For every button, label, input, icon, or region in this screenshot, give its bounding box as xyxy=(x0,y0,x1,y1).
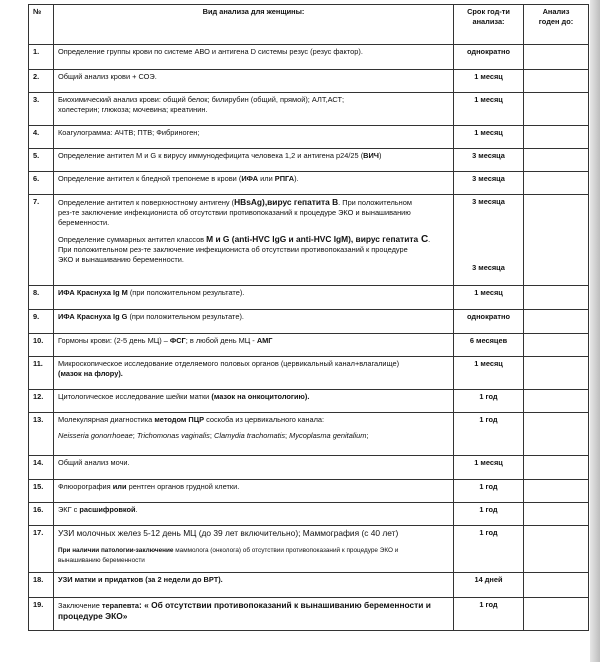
table-row xyxy=(29,286,589,310)
row-text-bold: M и G (anti-HVC IgG и anti-HVC IgM), вирус гепатита xyxy=(206,234,419,244)
row-term: 1 год xyxy=(454,390,524,413)
row-text: Флюорография xyxy=(58,482,113,491)
row-analysis xyxy=(54,149,454,172)
row-num: 11. xyxy=(29,357,54,390)
table-row xyxy=(29,503,589,526)
row-valid-until[interactable] xyxy=(524,598,589,631)
row-text-bold: процедуре ЭКО» xyxy=(58,611,128,621)
row-term: 1 месяц xyxy=(454,93,524,126)
row-term: 3 месяца xyxy=(454,149,524,172)
row-text-bold: (мазок на онкоцитологию). xyxy=(211,392,310,401)
row-num: 6. xyxy=(29,172,54,195)
row-text: Общий анализ крови + СОЭ. xyxy=(58,72,157,81)
row-text: Молекулярная диагностика xyxy=(58,415,155,424)
row-analysis xyxy=(54,456,454,480)
table-header-row xyxy=(29,5,589,45)
table-row xyxy=(29,456,589,480)
row-text: ЭКГ с xyxy=(58,505,80,514)
table-row xyxy=(29,334,589,357)
row-valid-until[interactable] xyxy=(524,172,589,195)
row-valid-until[interactable] xyxy=(524,334,589,357)
row-text: ). xyxy=(294,174,299,183)
row-term: 1 год xyxy=(454,598,524,631)
row-num: 17. xyxy=(29,526,54,573)
row-text-bold: РПГА xyxy=(274,174,295,183)
row-text-bold: ИФА Краснуха Ig G xyxy=(58,312,128,321)
table-row xyxy=(29,149,589,172)
table-row xyxy=(29,195,589,286)
row-text-bold: или xyxy=(112,482,127,491)
header-valid-line2: годен до: xyxy=(538,17,574,26)
row-analysis xyxy=(54,172,454,195)
row-text: . При положительном xyxy=(338,198,412,207)
row-analysis xyxy=(54,70,454,93)
row-text: рез-те заключение инфекциониста об отсутствии противопоказаний к процедуре ЭКО и вынашиванию xyxy=(58,208,411,217)
row-text-line1: УЗИ молочных желез 5-12 день МЦ (до 39 лет включительно); Маммография (с 40 лет) xyxy=(58,528,399,538)
row-term: 1 месяц xyxy=(454,286,524,310)
row-text: ; в любой день МЦ - xyxy=(185,336,257,345)
row-num: 5. xyxy=(29,149,54,172)
table-row xyxy=(29,172,589,195)
row-analysis xyxy=(54,357,454,390)
table-row xyxy=(29,598,589,631)
row-valid-until[interactable] xyxy=(524,503,589,526)
row-text: Общий анализ мочи. xyxy=(58,458,130,467)
row-valid-until[interactable] xyxy=(524,195,589,286)
row-num: 9. xyxy=(29,310,54,334)
row-text-bold: методом ПЦР xyxy=(154,415,205,424)
table-row xyxy=(29,413,589,456)
row-valid-until[interactable] xyxy=(524,456,589,480)
row-valid-until[interactable] xyxy=(524,413,589,456)
row-text-bold: ИФА Краснуха Ig M xyxy=(58,288,128,297)
row-valid-until[interactable] xyxy=(524,286,589,310)
header-term xyxy=(454,5,524,45)
header-num: № xyxy=(29,5,54,45)
row-term: 1 месяц xyxy=(454,456,524,480)
row-term: 6 месяцев xyxy=(454,334,524,357)
row-text: или xyxy=(258,174,275,183)
header-valid-line1: Анализ xyxy=(542,7,570,16)
row-text: Определение группы крови по системе АВО и антигена D системы резус (резус фактор). xyxy=(58,47,363,56)
row-valid-until[interactable] xyxy=(524,357,589,390)
organism-name: Trichomonas vaginalis xyxy=(136,431,210,440)
table-row xyxy=(29,573,589,598)
row-text-bold: ИФА xyxy=(241,174,259,183)
organism-name: Mycoplasma genitalium xyxy=(289,431,367,440)
row-text: Определение антител М и G к вирусу иммунодефицита человека 1,2 и антигена p24/25 ( xyxy=(58,151,364,160)
row-text: При положительном рез-те заключение инфекциониста об отсутствии противопоказаний к процедуре xyxy=(58,245,408,254)
row-analysis xyxy=(54,126,454,149)
row-term: 1 год xyxy=(454,480,524,503)
row-text-bold: HBsAg),вирус гепатита В xyxy=(234,197,339,207)
row-analysis xyxy=(54,286,454,310)
row-text: (при положительном результате). xyxy=(127,312,244,321)
row-num: 10. xyxy=(29,334,54,357)
table-row xyxy=(29,126,589,149)
row-analysis xyxy=(54,93,454,126)
row-analysis xyxy=(54,598,454,631)
table-row xyxy=(29,93,589,126)
row-text-bold: расшифровкой xyxy=(79,505,136,514)
row-analysis xyxy=(54,526,454,573)
row-num: 13. xyxy=(29,413,54,456)
row-text: Гормоны крови: (2-5 день МЦ) – xyxy=(58,336,170,345)
row-text: . xyxy=(428,235,431,244)
row-text-bold: АМГ xyxy=(256,336,273,345)
row-valid-until[interactable] xyxy=(524,480,589,503)
row-num: 18. xyxy=(29,573,54,598)
row-num: 3. xyxy=(29,93,54,126)
row-valid-until[interactable] xyxy=(524,149,589,172)
row-num: 1. xyxy=(29,45,54,70)
organism-name: Clamydia trachomatis xyxy=(213,431,286,440)
row-valid-until[interactable] xyxy=(524,573,589,598)
row-num: 2. xyxy=(29,70,54,93)
row-term: 1 месяц xyxy=(454,70,524,93)
row-text: (при положительном результате). xyxy=(127,288,245,297)
row-text: Заключение xyxy=(58,601,102,610)
row-term: 1 год xyxy=(454,526,524,573)
row-text-line1: Биохимический анализ крови: общий белок; билирубин (общий, прямой); АЛТ,АСТ; xyxy=(58,95,345,104)
analyses-table xyxy=(28,4,589,631)
row-valid-until[interactable] xyxy=(524,126,589,149)
row-analysis xyxy=(54,503,454,526)
row-text: соскоба из цервикального канала: xyxy=(204,415,325,424)
row-analysis xyxy=(54,45,454,70)
row-analysis: Молекулярная диагностика методом ПЦР соскоба из цервикального канала: Neisseria gonorrhoeae; Trichomonas vaginalis; Clamydia trachomatis; Mycoplasma genitalium; xyxy=(54,413,454,456)
row-text: Определение антител к поверхностному антигену ( xyxy=(58,198,235,207)
row-term xyxy=(454,195,524,286)
table-row xyxy=(29,526,589,573)
row-term: 14 дней xyxy=(454,573,524,598)
row-num: 7. xyxy=(29,195,54,286)
row-num: 12. xyxy=(29,390,54,413)
row-valid-until[interactable] xyxy=(524,45,589,70)
table-row xyxy=(29,70,589,93)
row-term: 1 год xyxy=(454,413,524,456)
row-term: однократно xyxy=(454,310,524,334)
row-text: ЭКО и вынашиванию беременности. xyxy=(58,255,184,264)
row-text: маммолога (онколога) об отсутствии противопоказаний к процедуре ЭКО и xyxy=(173,547,399,554)
table-row xyxy=(29,310,589,334)
row-valid-until[interactable] xyxy=(524,390,589,413)
row-text-bold: УЗИ матки и придатков (за 2 недели до ВРТ). xyxy=(58,575,223,584)
row-num: 15. xyxy=(29,480,54,503)
row-text-line1: Микроскопическое исследование отделяемого половых органов (цервикальный канал+влагалище) xyxy=(58,359,400,368)
row-num: 16. xyxy=(29,503,54,526)
row-text-line2: холестерин; глюкоза; мочевина; креатинин. xyxy=(58,105,208,114)
row-text-bold: : « Об отсутствии противопоказаний к вынашиванию беременности и xyxy=(139,600,431,610)
row-text: вынашиванию беременности xyxy=(58,557,145,564)
table-row xyxy=(29,45,589,70)
row-valid-until[interactable] xyxy=(524,526,589,573)
row-text-bold: При наличии патологии-заключение xyxy=(58,547,174,554)
row-valid-until[interactable] xyxy=(524,70,589,93)
row-term: 1 год xyxy=(454,503,524,526)
table-row xyxy=(29,480,589,503)
row-text: рентген органов грудной клетки. xyxy=(126,482,240,491)
row-term: 1 месяц xyxy=(454,357,524,390)
page-edge-shadow xyxy=(590,0,600,662)
row-term: однократно xyxy=(454,45,524,70)
row-analysis xyxy=(54,480,454,503)
row-num: 4. xyxy=(29,126,54,149)
row-num: 14. xyxy=(29,456,54,480)
row-term-2: 3 месяца xyxy=(472,263,505,272)
row-text: Определение суммарных антител классов xyxy=(58,235,207,244)
row-num: 19. xyxy=(29,598,54,631)
header-valid xyxy=(524,5,589,45)
table-row xyxy=(29,357,589,390)
row-num: 8. xyxy=(29,286,54,310)
header-term-line2: анализа: xyxy=(472,17,505,26)
row-text-bold: ФСГ xyxy=(169,336,186,345)
row-term-1: 3 месяца xyxy=(472,197,505,206)
row-text: Коагулограмма: АЧТВ; ПТВ; Фибриноген; xyxy=(58,128,200,137)
row-analysis xyxy=(54,573,454,598)
row-text-bold: ВИЧ xyxy=(363,151,379,160)
row-text: ) xyxy=(379,151,382,160)
row-analysis xyxy=(54,195,454,286)
row-valid-until[interactable] xyxy=(524,310,589,334)
row-text-bold: терапевта xyxy=(101,601,140,610)
table-row xyxy=(29,390,589,413)
row-text: Цитологическое исследование шейки матки xyxy=(58,392,212,401)
row-text: Определение антител к бледной трепонеме в крови ( xyxy=(58,174,242,183)
row-analysis xyxy=(54,310,454,334)
organism-name: Neisseria gonorrhoeae xyxy=(58,431,133,440)
row-analysis xyxy=(54,390,454,413)
header-name: Вид анализа для женщины: xyxy=(54,5,454,45)
row-term: 3 месяца xyxy=(454,172,524,195)
row-text-bold: С xyxy=(418,234,429,245)
row-valid-until[interactable] xyxy=(524,93,589,126)
row-text-bold: (мазок на флору). xyxy=(58,369,123,378)
row-analysis xyxy=(54,334,454,357)
header-term-line1: Срок год-ти xyxy=(467,7,510,16)
row-term: 1 месяц xyxy=(454,126,524,149)
row-text: . xyxy=(135,505,138,514)
row-text: беременности. xyxy=(58,218,110,227)
